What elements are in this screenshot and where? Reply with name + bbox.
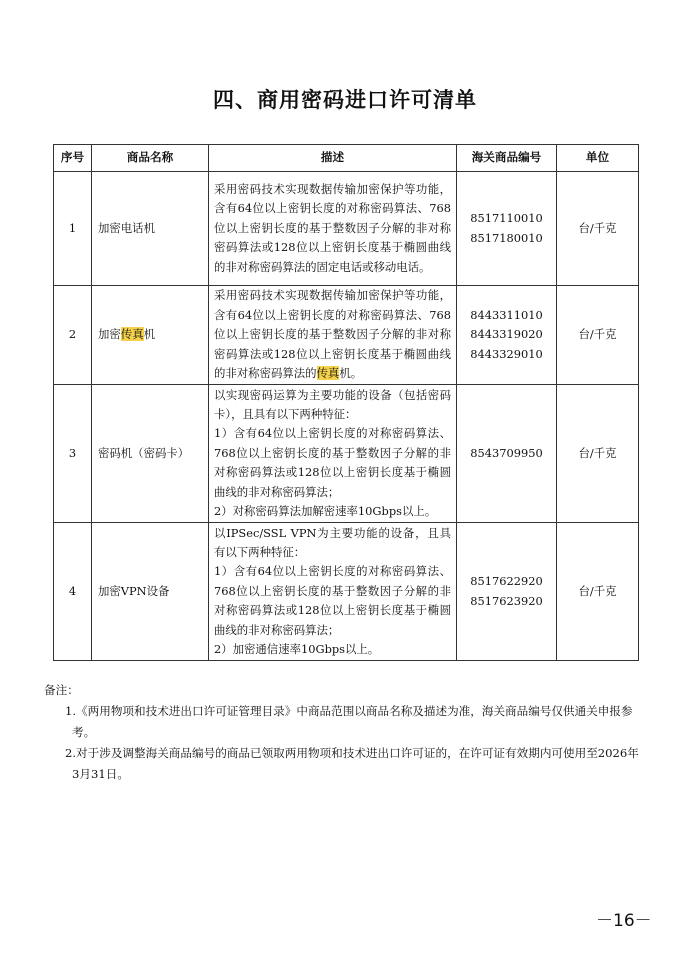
name-highlight: 传真 (120, 327, 144, 342)
desc-text: 机。 (339, 366, 363, 381)
table-row (54, 385, 639, 523)
desc-line: 2）加密通信速率10Gbps以上。 (214, 642, 380, 657)
notes-heading: 备注： (44, 683, 79, 697)
row-unit: 台/千克 (557, 172, 639, 286)
customs-code: 8443311010 (470, 307, 543, 322)
row-customs-codes (457, 385, 557, 523)
row-description (209, 286, 457, 385)
desc-line: 2）对称密码算法加解密速率10Gbps以上。 (214, 504, 437, 519)
desc-highlight: 传真 (316, 366, 340, 381)
customs-code: 8517110010 (470, 211, 543, 226)
header-customs-code: 海关商品编号 (457, 145, 557, 172)
name-text: 加密 (98, 327, 121, 342)
customs-code: 8443319020 (470, 327, 543, 342)
customs-code: 8517623920 (470, 593, 543, 608)
row-serial: 3 (54, 385, 92, 523)
row-serial: 1 (54, 172, 92, 286)
header-description: 描述 (209, 145, 457, 172)
table-row (54, 286, 639, 385)
desc-text: 采用密码技术实现数据传输加密保护等功能，含有64位以上密钥长度的对称密码算法、768位以上密钥长度的基于整数因子分解的非对称密码算法或128位以上密钥长度基于椭圆曲线的非对称密码算法的 (214, 288, 451, 381)
notes-section (44, 680, 640, 785)
row-product-name: 加密电话机 (92, 172, 209, 286)
customs-code: 8543709950 (470, 445, 543, 460)
name-text: 机 (143, 327, 155, 342)
table-header-row (54, 145, 639, 172)
customs-code: 8443329010 (470, 346, 543, 361)
desc-line: 以实现密码运算为主要功能的设备（包括密码卡），且具有以下两种特征： (214, 387, 451, 421)
row-unit: 台/千克 (557, 385, 639, 523)
note-item: 1.《两用物项和技术进出口许可证管理目录》中商品范围以商品名称及描述为准，海关商品编号仅供通关申报参考。 (65, 704, 633, 739)
header-product-name: 商品名称 (92, 145, 209, 172)
row-description: 采用密码技术实现数据传输加密保护等功能，含有64位以上密钥长度的对称密码算法、768位以上密钥长度的基于整数因子分解的非对称密码算法或128位以上密钥长度基于椭圆曲线的非对称密码算法的固定电话或移动电话。 (209, 172, 457, 286)
page-title: 四、商用密码进口许可清单 (213, 88, 477, 112)
desc-line: 以IPSec/SSL VPN为主要功能的设备，且具有以下两种特征： (214, 525, 451, 559)
row-serial: 2 (54, 286, 92, 385)
table-row (54, 172, 639, 286)
page-number: －16－ (596, 911, 652, 931)
note-item: 2.对于涉及调整海关商品编号的商品已领取两用物项和技术进出口许可证的，在许可证有效期内可使用至2026年3月31日。 (65, 746, 639, 781)
table-row (54, 523, 639, 661)
row-product-name (92, 286, 209, 385)
row-customs-codes (457, 172, 557, 286)
row-customs-codes (457, 523, 557, 661)
customs-code: 8517622920 (470, 574, 543, 589)
header-serial: 序号 (54, 145, 92, 172)
customs-code: 8517180010 (470, 230, 543, 245)
row-description (209, 385, 457, 523)
import-license-table (53, 144, 639, 661)
desc-line: 1）含有64位以上密钥长度的对称密码算法、768位以上密钥长度的基于整数因子分解的非对称密码算法或128位以上密钥长度基于椭圆曲线的非对称密码算法； (214, 426, 451, 499)
row-unit: 台/千克 (557, 286, 639, 385)
row-description (209, 523, 457, 661)
row-product-name: 加密VPN设备 (92, 523, 209, 661)
header-unit: 单位 (557, 145, 639, 172)
row-serial: 4 (54, 523, 92, 661)
desc-line: 1）含有64位以上密钥长度的对称密码算法、768位以上密钥长度的基于整数因子分解的非对称密码算法或128位以上密钥长度基于椭圆曲线的非对称密码算法； (214, 564, 451, 637)
row-unit: 台/千克 (557, 523, 639, 661)
row-product-name: 密码机（密码卡） (92, 385, 209, 523)
row-customs-codes (457, 286, 557, 385)
